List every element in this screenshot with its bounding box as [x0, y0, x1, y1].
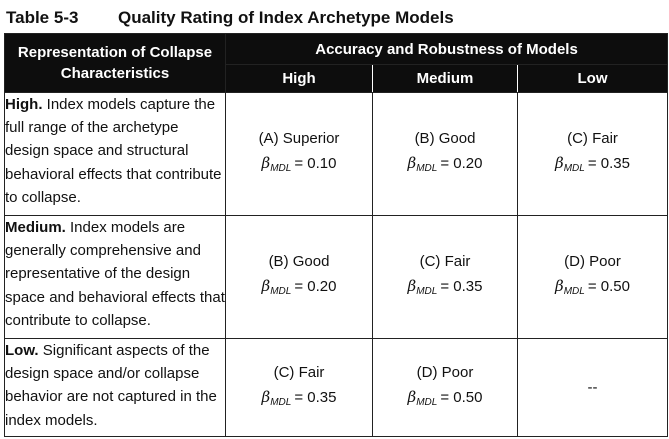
- beta-symbol: β: [261, 387, 271, 406]
- row-text: Index models capture the full range of the archetype design space and structural behavioral effects that contribute to collapse.: [5, 96, 222, 206]
- beta-value: = 0.35: [587, 155, 630, 172]
- rating-grade: (B) Good: [414, 130, 476, 147]
- beta-value-line: [226, 274, 372, 304]
- row-lead: High.: [5, 96, 43, 113]
- column-header-low: [518, 65, 668, 93]
- row-lead: Low.: [5, 342, 39, 359]
- group-header-label: Accuracy and Robustness of Models: [315, 40, 578, 58]
- rating-cell: [226, 339, 373, 437]
- rating-cell: [373, 339, 518, 437]
- group-header-cell: [226, 34, 668, 65]
- beta-value-line: [226, 385, 372, 415]
- beta-symbol: β: [407, 154, 417, 172]
- column-header-label: High: [282, 70, 316, 87]
- row-description: [5, 339, 226, 437]
- beta-value: = 0.35: [294, 388, 337, 406]
- table-number: Table 5-3: [6, 8, 79, 27]
- table-row: [5, 339, 668, 437]
- rating-cell-empty: [518, 339, 668, 437]
- rating-cell: [518, 93, 668, 216]
- table-row: [5, 216, 668, 339]
- beta-symbol: β: [555, 154, 564, 172]
- rating-grade: (C) Fair: [273, 363, 325, 381]
- column-header-label: Medium: [416, 70, 474, 87]
- row-description: [5, 93, 226, 216]
- rating-grade: (A) Superior: [258, 130, 340, 147]
- beta-value: = 0.20: [440, 155, 483, 172]
- row-text: Significant aspects of the design space and/or collapse behavior are not captured in the index models.: [5, 342, 217, 429]
- column-header-high: [226, 65, 373, 93]
- row-lead: Medium.: [5, 219, 66, 236]
- beta-subscript: MDL: [416, 286, 438, 297]
- beta-subscript: MDL: [563, 286, 585, 297]
- beta-symbol: β: [261, 277, 271, 295]
- beta-value-line: [373, 274, 517, 304]
- rating-grade: (B) Good: [268, 253, 330, 270]
- rating-cell: [226, 216, 373, 339]
- row-description: [5, 216, 226, 339]
- rating-cell: [373, 216, 518, 339]
- beta-symbol: β: [407, 277, 417, 295]
- quality-rating-table: [4, 33, 668, 437]
- rating-grade: (D) Poor: [416, 363, 474, 381]
- beta-value-line: [226, 151, 372, 181]
- rating-grade: --: [587, 378, 598, 396]
- beta-value-line: [518, 274, 667, 304]
- table-title: Quality Rating of Index Archetype Models: [118, 8, 454, 27]
- beta-symbol: β: [407, 387, 417, 406]
- beta-value: = 0.50: [440, 388, 483, 406]
- beta-value-line: [518, 151, 667, 181]
- rating-grade: (C) Fair: [419, 253, 471, 270]
- rating-cell: [226, 93, 373, 216]
- beta-subscript: MDL: [270, 163, 292, 174]
- beta-value: = 0.10: [294, 155, 337, 172]
- beta-value-line: [373, 151, 517, 181]
- beta-subscript: MDL: [416, 163, 438, 174]
- beta-symbol: β: [555, 277, 564, 295]
- row-text: Index models are generally comprehensive and representative of the design space and behavioral effects that contribute to collapse.: [5, 219, 225, 329]
- table-caption: [6, 7, 454, 33]
- rating-cell: [373, 93, 518, 216]
- beta-value: = 0.35: [440, 278, 483, 295]
- beta-subscript: MDL: [270, 286, 292, 297]
- rating-grade: (D) Poor: [564, 253, 621, 270]
- rating-cell: [518, 216, 668, 339]
- rating-grade: (C) Fair: [567, 130, 618, 147]
- beta-value: = 0.20: [294, 278, 337, 295]
- row-header-cell: [5, 34, 226, 93]
- table-row: [5, 93, 668, 216]
- beta-symbol: β: [261, 154, 271, 172]
- row-header-label: Representation of Collapse Characteristics: [17, 44, 213, 82]
- beta-subscript: MDL: [416, 396, 438, 408]
- beta-subscript: MDL: [270, 396, 292, 408]
- beta-value: = 0.50: [587, 278, 630, 295]
- beta-value-line: [373, 385, 517, 415]
- beta-subscript: MDL: [563, 163, 585, 174]
- column-header-label: Low: [577, 70, 608, 87]
- column-header-medium: [373, 65, 518, 93]
